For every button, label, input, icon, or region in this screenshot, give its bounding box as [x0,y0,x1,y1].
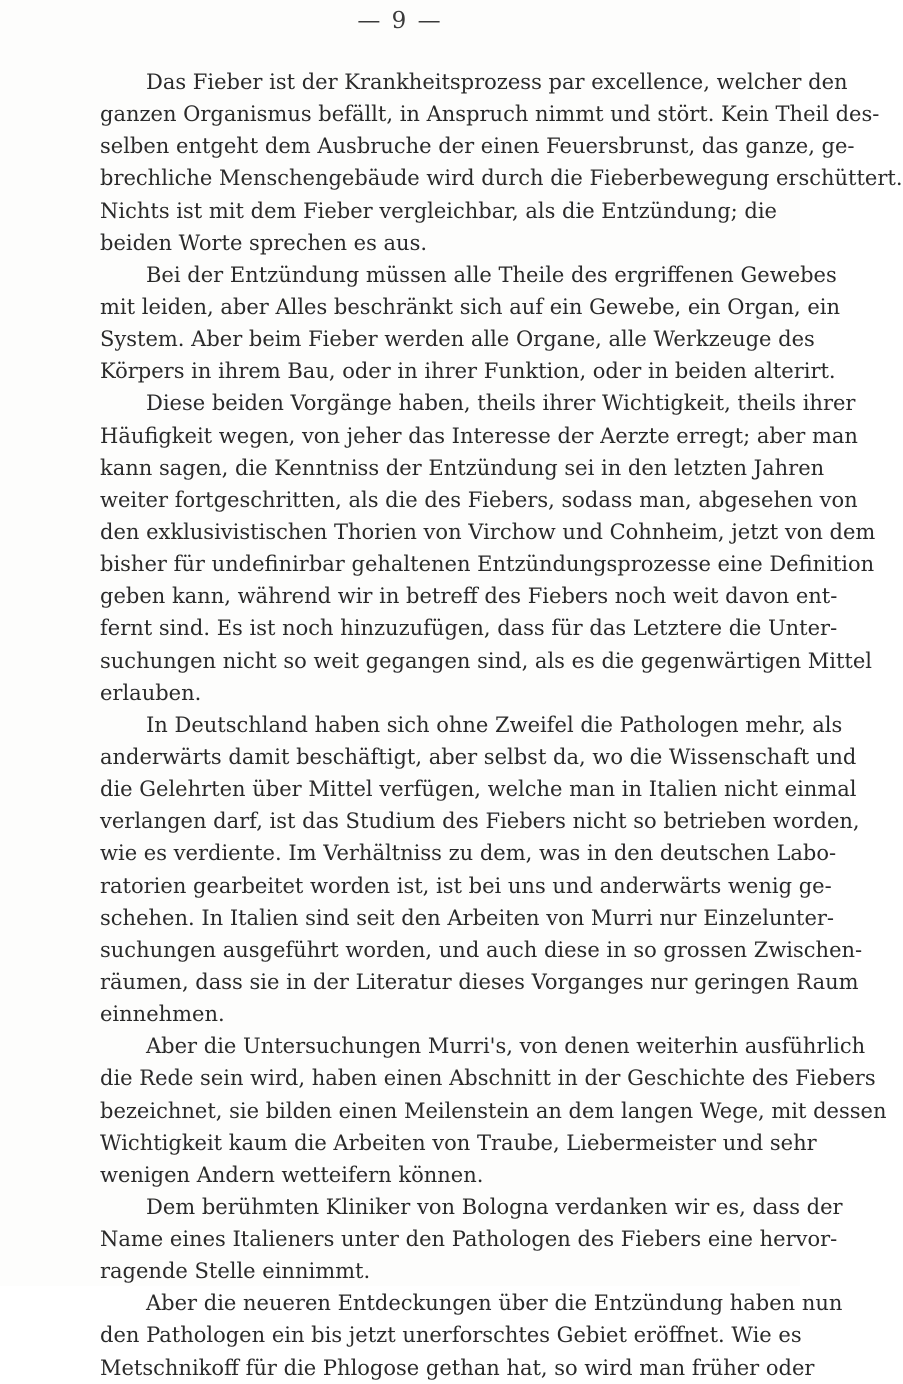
text-line: anderwärts damit beschäftigt, aber selbst da, wo die Wissenschaft und [100,744,857,769]
text-line: weiter fortgeschritten, als die des Fiebers, sodass man, abgesehen von [100,487,858,512]
text-line: brechliche Menschengebäude wird durch die Fieberbewegung erschüttert. [100,166,903,191]
text-line: Das Fieber ist der Krankheitsprozess par excellence, welcher den [146,70,848,94]
text-line: die Rede sein wird, haben einen Abschnitt in der Geschichte des Fiebers [100,1066,876,1091]
paragraph [54,1287,843,1383]
text-line: verlangen darf, ist das Studium des Fiebers nicht so betrieben worden, [100,809,860,834]
text-line: räumen, dass sie in der Literatur dieses Vorganges nur geringen Raum [100,969,859,994]
text-line: den Pathologen ein bis jetzt unerforschtes Gebiet eröffnet. Wie es [100,1323,802,1348]
text-line: den exklusivistischen Thorien von Virchow und Cohnheim, jetzt von dem [100,519,876,544]
text-line: schehen. In Italien sind seit den Arbeiten von Murri nur Einzelunter- [100,905,835,930]
text-line: System. Aber beim Fieber werden alle Organe, alle Werkzeuge des [100,327,815,352]
text-line: In Deutschland haben sich ohne Zweifel die Pathologen mehr, als [146,712,843,737]
body-text [54,66,903,1384]
text-line: Aber die neueren Entdeckungen über die Entzündung haben nun [146,1291,843,1316]
text-line: suchungen ausgeführt worden, und auch diese in so grossen Zwischen- [100,937,863,962]
text-line: ratorien gearbeitet worden ist, ist bei uns und anderwärts wenig ge- [100,873,832,898]
text-line: fernt sind. Es ist noch hinzuzufügen, dass für das Letztere die Unter- [100,616,838,641]
text-line: wenigen Andern wetteifern können. [100,1162,484,1187]
text-line: beiden Worte sprechen es aus. [100,230,428,255]
paragraph [54,387,876,708]
text-line: Metschnikoff für die Phlogose gethan hat, so wird man früher oder [100,1355,815,1380]
text-line: bezeichnet, sie bilden einen Meilenstein an dem langen Wege, mit dessen [100,1098,887,1123]
text-line: Häufigkeit wegen, von jeher das Interesse der Aerzte erregt; aber man [100,423,858,448]
text-line: Nichts ist mit dem Fieber vergleichbar, als die Entzündung; die [100,198,777,223]
page-number: — 9 — [357,8,443,34]
text-line: kann sagen, die Kenntniss der Entzündung sei in den letzten Jahren [100,455,825,480]
text-line: suchungen nicht so weit gegangen sind, als es die gegenwärtigen Mittel [100,648,873,673]
text-line: einnehmen. [100,1002,225,1027]
text-line: ragende Stelle einnimmt. [100,1259,371,1284]
paragraph [54,709,863,1030]
text-line: geben kann, während wir in betreff des Fiebers noch weit davon ent- [100,584,838,609]
text-line: Körpers in ihrem Bau, oder in ihrer Funktion, oder in beiden alterirt. [100,359,836,384]
text-line: Name eines Italieners unter den Pathologen des Fiebers eine hervor- [100,1227,838,1252]
text-line: Dem berühmten Kliniker von Bologna verdanken wir es, dass der [146,1194,843,1219]
paragraph [54,1030,887,1191]
text-line: selben entgeht dem Ausbruche der einen Feuersbrunst, das ganze, ge- [100,134,855,159]
text-line: bisher für undefinirbar gehaltenen Entzündungsprozesse eine Definition [100,552,875,577]
paragraph [54,259,841,388]
text-line: die Gelehrten über Mittel verfügen, welche man in Italien nicht einmal [100,777,857,802]
text-line: ganzen Organismus befällt, in Anspruch nimmt und stört. Kein Theil des- [100,102,880,127]
paragraph [54,1191,843,1287]
text-line: Diese beiden Vorgänge haben, theils ihrer Wichtigkeit, theils ihrer [146,391,856,416]
text-line: Aber die Untersuchungen Murri's, von denen weiterhin ausführlich [146,1034,866,1059]
text-line: wie es verdiente. Im Verhältniss zu dem, was in den deutschen Labo- [100,841,837,866]
text-line: mit leiden, aber Alles beschränkt sich auf ein Gewebe, ein Organ, ein [100,294,841,319]
text-line: erlauben. [100,680,202,705]
paragraph [54,66,903,259]
text-line: Bei der Entzündung müssen alle Theile des ergriffenen Gewebes [146,262,837,287]
text-line: Wichtigkeit kaum die Arbeiten von Traube, Liebermeister und sehr [100,1130,817,1155]
